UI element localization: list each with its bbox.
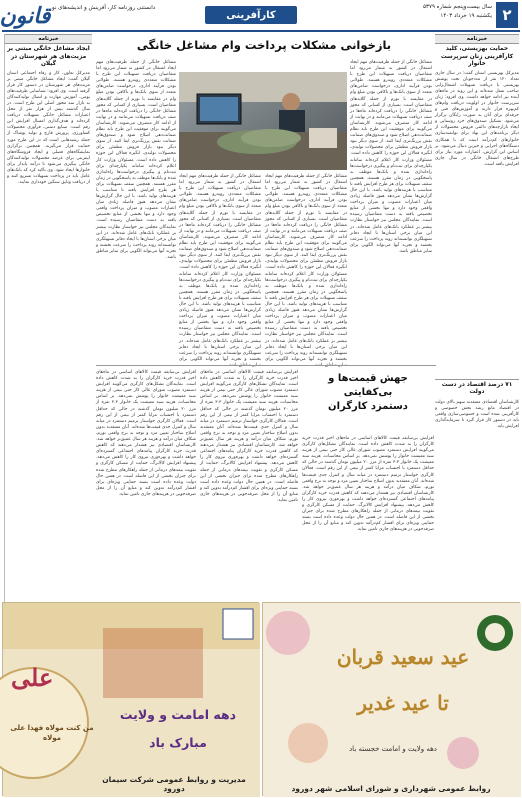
second-headline-line1: جهش قیمت‌ها و bbox=[328, 373, 408, 384]
header-divider bbox=[2, 30, 520, 32]
ad-imamate-decade bbox=[2, 602, 259, 796]
left-column-title: ایجاد مشاغل خانگی مبتنی بر مزیت‌های هر شهرستان در گیلان bbox=[7, 46, 90, 67]
masthead-tagline: دانستنی روزنامه کار، آفرینش و اندیشه‌های نو bbox=[52, 5, 156, 11]
masthead-logo: قانون bbox=[0, 3, 51, 29]
section-title: کارآفرینی bbox=[205, 6, 297, 24]
main-story-body-col1: مشاغل خانگی از جمله ظرفیت‌های مهم ایجاد اشتغال در کشور به شمار می‌رود اما متقاضیان دریافت تسهیلات این طرح با مشکلات متعددی روبه‌رو هستند. طولانی بودن فرآیند اداری، درخواست ضامن‌های متعدد از سوی بانک‌ها و ناکافی بودن مبلغ وام در مقایسه با تورم از جمله گلایه‌های متقاضیان است. بسیاری از کسانی که مجوز مشاغل خانگی را دریافت کرده‌اند ماه‌ها در صف دریافت تسهیلات می‌مانند و در نهایت از ادامه کار منصرف می‌شوند. کارشناسان می‌گویند برای موفقیت این طرح باید نظام ضمانت‌دهی اصلاح شود و صندوق‌های ضمانت نقش پررنگ‌تری ایفا کنند. از سوی دیگر نبود بازار فروش مطمئن برای محصولات تولیدی، انگیزه فعالان این حوزه را کاهش داده است. مسئولان وزارت کار اعلام کرده‌اند سامانه یکپارچه‌ای برای ثبت‌نام و پیگیری درخواست‌ها راه‌اندازی شده و بانک‌ها موظف به پاسخگویی در زمان مقرر هستند. همچنین سقف تسهیلات برای هر طرح افزایش یافته تا متناسب با هزینه‌های تولید باشد. با این حال گزارش‌ها نشان می‌دهد هنوز فاصله زیادی میان اعتبارات مصوب و میزان پرداخت واقعی وجود دارد و تنها بخشی از منابع تخصیص یافته به دست متقاضیان رسیده است. نمایندگان مجلس نیز خواستار نظارت بیشتر بر عملکرد بانک‌های عامل شده‌اند. در این میان برخی استان‌ها با ایجاد دفاتر تسهیلگری توانسته‌اند روند پرداخت را سرعت بخشند و تجربه آنها می‌تواند الگویی برای سایر مناطق باشد. bbox=[350, 60, 432, 254]
ad-left-title: دهه امامت و ولایت bbox=[119, 707, 237, 722]
second-story-body-col3: افزایش بی‌سابقه قیمت کالاهای اساسی در ماه‌های اخیر قدرت خرید کارگران را به شدت کاهش داده است. نمایندگان تشکل‌های کارگری می‌گویند افزایش دستمزد مصوب شورای عالی کار حتی نیمی از هزینه سبد معیشت خانوار را پوشش نمی‌دهد. بر اساس محاسبات، هزینه سبد معیشت یک خانوار ۳.۳ نفره از مرز ۲۰ میلیون تومان گذشته در حالی که حداقل دستمزد با احتساب مزایا کمتر از نیمی از این رقم است. فعالان کارگری خواستار ترمیم دستمزد در میانه سال و کنترل جدی قیمت‌ها شده‌اند. آنان معتقدند بدون اصلاح ساختار تعیین مزد و توجه به نرخ واقعی تورم، شکاف میان درآمد و هزینه هر سال عمیق‌تر خواهد شد. کارشناسان اقتصادی نیز هشدار می‌دهند که کاهش قدرت خرید کارگران پیامدهای اجتماعی گسترده‌ای خواهد داشت و بهره‌وری نیروی کار را کاهش می‌دهد. پیشنهاد افزایش کالابرگ، حمایت از مسکن کارگری و تقویت بیمه‌های درمانی از جمله راهکارهای مطرح شده برای جبران بخشی از این فاصله است. در همین حال دولت وعده داده است بسته حمایتی ویژه‌ای برای اقشار کم‌درآمد تدوین کند و منابع آن را از محل صرفه‌جویی در هزینه‌های جاری تامین نماید. bbox=[96, 370, 196, 497]
right-column-subtitle: ۷۱ درصد اقتصاد در دست دولت bbox=[435, 379, 519, 397]
left-column-body: مدیرکل تعاون، کار و رفاه اجتماعی استان گیلان گفت: ایجاد مشاغل خانگی مبتنی بر مزیت‌های هر شهرستان در دستور کار قرار گرفته است. وی افزود: شناسایی ظرفیت‌های بومی، آموزش مهارت و اتصال تولیدکنندگان به بازار سه محور اصلی این طرح است. در سال گذشته بیش از هزار نفر از محل اعتبارات مشاغل خانگی تسهیلات دریافت کرده‌اند و هدف‌گذاری امسال افزایش این رقم است. صنایع دستی، فرآوری محصولات کشاورزی، پرورش قارچ و تولید پوشاک از جمله رشته‌هایی است که در این طرح مورد حمایت قرار می‌گیرند. همچنین برگزاری نمایشگاه‌های فصلی و ایجاد فروشگاه‌های اینترنتی برای عرضه محصولات تولیدکنندگان خانگی پیگیری می‌شود تا درآمد پایدار برای خانوارها ایجاد شود. وی تاکید کرد که بانک‌های عامل باید در پرداخت تسهیلات تسریع کنند و از دریافت وثایق سنگین خودداری نمایند. bbox=[7, 70, 90, 186]
second-story-body-col1: افزایش بی‌سابقه قیمت کالاهای اساسی در ماه‌های اخیر قدرت خرید کارگران را به شدت کاهش داده است. نمایندگان تشکل‌های کارگری می‌گویند افزایش دستمزد مصوب شورای عالی کار حتی نیمی از هزینه سبد معیشت خانوار را پوشش نمی‌دهد. بر اساس محاسبات، هزینه سبد معیشت یک خانوار ۳.۳ نفره از مرز ۲۰ میلیون تومان گذشته در حالی که حداقل دستمزد با احتساب مزایا کمتر از نیمی از این رقم است. فعالان کارگری خواستار ترمیم دستمزد در میانه سال و کنترل جدی قیمت‌ها شده‌اند. آنان معتقدند بدون اصلاح ساختار تعیین مزد و توجه به نرخ واقعی تورم، شکاف میان درآمد و هزینه هر سال عمیق‌تر خواهد شد. کارشناسان اقتصادی نیز هشدار می‌دهند که کاهش قدرت خرید کارگران پیامدهای اجتماعی گسترده‌ای خواهد داشت و بهره‌وری نیروی کار را کاهش می‌دهد. پیشنهاد افزایش کالابرگ، حمایت از مسکن کارگری و تقویت بیمه‌های درمانی از جمله راهکارهای مطرح شده برای جبران بخشی از این فاصله است. در همین حال دولت وعده داده است بسته حمایتی ویژه‌ای برای اقشار کم‌درآمد تدوین کند و منابع آن را از محل صرفه‌جویی در هزینه‌های جاری تامین نماید. bbox=[302, 436, 434, 533]
ad-left-sponsor: مدیریت و روابط عمومی شرکت سیمان دورود bbox=[102, 775, 246, 793]
page-number: ۲ bbox=[496, 2, 518, 28]
ad-right-subtitle: دهه ولایت و امامت خجسته باد bbox=[349, 745, 437, 753]
second-story-headline bbox=[302, 372, 434, 432]
ad-right-sponsor: روابط عمومی شهرداری و شورای اسلامی شهر دورود bbox=[291, 784, 491, 793]
right-column-body: مدیرکل بهزیستی استان گفت: در سال جاری تعداد ۱۲۰ نفر از مددجویان تحت پوشش بهزیستی با دریافت تسهیلات اشتغال‌زایی صاحب شغل شده‌اند و این روند در ماه‌های آینده نیز ادامه خواهد داشت. وی افزود: زنان سرپرست خانوار در اولویت دریافت وام‌های کم‌بهره قرار دارند و آموزش‌های فنی و حرفه‌ای برای آنان به صورت رایگان برگزار می‌شود. تشکیل صندوق‌های خرد روستایی و ایجاد بازارچه‌های دائمی فروش محصولات از دیگر برنامه‌های این نهاد برای توانمندسازی خانوارهای کم‌درآمد است که با همکاری دستگاه‌های اجرایی و خیرین دنبال می‌شود. بر اساس این گزارش، اعتبارات مورد نیاز برای طرح‌های اشتغال خانگی در سال جاری افزایش یافته است. bbox=[435, 70, 519, 167]
left-column-kicker: خبرنامه bbox=[5, 34, 92, 44]
ad-left-calligraphy: علی bbox=[11, 663, 54, 692]
right-column-kicker: خبرنامه bbox=[435, 34, 519, 44]
second-headline-line2: بی‌کفایتی bbox=[343, 387, 393, 398]
ad-right-title-line1: عید سعید قربان bbox=[336, 645, 470, 669]
second-story-body-col2: افزایش بی‌سابقه قیمت کالاهای اساسی در ماه‌های اخیر قدرت خرید کارگران را به شدت کاهش داده است. نمایندگان تشکل‌های کارگری می‌گویند افزایش دستمزد مصوب شورای عالی کار حتی نیمی از هزینه سبد معیشت خانوار را پوشش نمی‌دهد. بر اساس محاسبات، هزینه سبد معیشت یک خانوار ۳.۳ نفره از مرز ۲۰ میلیون تومان گذشته در حالی که حداقل دستمزد با احتساب مزایا کمتر از نیمی از این رقم است. فعالان کارگری خواستار ترمیم دستمزد در میانه سال و کنترل جدی قیمت‌ها شده‌اند. آنان معتقدند بدون اصلاح ساختار تعیین مزد و توجه به نرخ واقعی تورم، شکاف میان درآمد و هزینه هر سال عمیق‌تر خواهد شد. کارشناسان اقتصادی نیز هشدار می‌دهند که کاهش قدرت خرید کارگران پیامدهای اجتماعی گسترده‌ای خواهد داشت و بهره‌وری نیروی کار را کاهش می‌دهد. پیشنهاد افزایش کالابرگ، حمایت از مسکن کارگری و تقویت بیمه‌های درمانی از جمله راهکارهای مطرح شده برای جبران بخشی از این فاصله است. در همین حال دولت وعده داده است بسته حمایتی ویژه‌ای برای اقشار کم‌درآمد تدوین کند و منابع آن را از محل صرفه‌جویی در هزینه‌های جاری تامین نماید. bbox=[200, 370, 298, 503]
right-column-title: حمایت بهزیستی، کلید کارآفرینی زنان سرپرست خانوار bbox=[440, 46, 514, 67]
ad-right-title-line2: تا عید غدیر bbox=[357, 691, 449, 715]
left-news-column bbox=[4, 34, 92, 602]
main-story-body-col2: مشاغل خانگی از جمله ظرفیت‌های مهم ایجاد اشتغال در کشور به شمار می‌رود اما متقاضیان دریافت تسهیلات این طرح با مشکلات متعددی روبه‌رو هستند. طولانی بودن فرآیند اداری، درخواست ضامن‌های متعدد از سوی بانک‌ها و ناکافی بودن مبلغ وام در مقایسه با تورم از جمله گلایه‌های متقاضیان است. بسیاری از کسانی که مجوز مشاغل خانگی را دریافت کرده‌اند ماه‌ها در صف دریافت تسهیلات می‌مانند و در نهایت از ادامه کار منصرف می‌شوند. کارشناسان می‌گویند برای موفقیت این طرح باید نظام ضمانت‌دهی اصلاح شود و صندوق‌های ضمانت نقش پررنگ‌تری ایفا کنند. از سوی دیگر نبود بازار فروش مطمئن برای محصولات تولیدی، انگیزه فعالان این حوزه را کاهش داده است. مسئولان وزارت کار اعلام کرده‌اند سامانه یکپارچه‌ای برای ثبت‌نام و پیگیری درخواست‌ها راه‌اندازی شده و بانک‌ها موظف به پاسخگویی در زمان مقرر هستند. همچنین سقف تسهیلات برای هر طرح افزایش یافته تا متناسب با هزینه‌های تولید باشد. با این حال گزارش‌ها نشان می‌دهد هنوز فاصله زیادی میان اعتبارات مصوب و میزان پرداخت واقعی وجود دارد و تنها بخشی از منابع تخصیص یافته به دست متقاضیان رسیده است. نمایندگان مجلس نیز خواستار نظارت بیشتر بر عملکرد بانک‌های عامل شده‌اند. در این میان برخی استان‌ها با ایجاد دفاتر تسهیلگری توانسته‌اند روند پرداخت را سرعت بخشند و تجربه آنها می‌تواند الگویی برای سایر مناطق باشد. bbox=[265, 174, 347, 368]
second-headline-line3: دستمزد کارگران bbox=[328, 401, 408, 412]
ad-left-artwork bbox=[3, 603, 260, 797]
news-photo bbox=[179, 72, 347, 170]
right-column-sub-body: کارشناسان اقتصادی معتقدند سهم بالای دولت در اقتصاد مانع رشد بخش خصوصی و کارآفرینی شده است و خصوصی‌سازی واقعی باید در دستور کار قرار گیرد تا سرمایه‌گذاری افزایش یابد. bbox=[435, 399, 519, 429]
ad-eid-greeting bbox=[262, 602, 520, 796]
right-news-column bbox=[435, 34, 519, 564]
issue-info: سال بیست‌وپنجم شماره ۵۳۷۹ bbox=[423, 4, 492, 10]
ad-left-subtitle: مبارک باد bbox=[149, 735, 207, 750]
page-header bbox=[0, 0, 522, 34]
date-info: یکشنبه ۱۹ خرداد ۱۴۰۳ bbox=[440, 13, 492, 19]
main-story-body-col3: مشاغل خانگی از جمله ظرفیت‌های مهم ایجاد اشتغال در کشور به شمار می‌رود اما متقاضیان دریافت تسهیلات این طرح با مشکلات متعددی روبه‌رو هستند. طولانی بودن فرآیند اداری، درخواست ضامن‌های متعدد از سوی بانک‌ها و ناکافی بودن مبلغ وام در مقایسه با تورم از جمله گلایه‌های متقاضیان است. بسیاری از کسانی که مجوز مشاغل خانگی را دریافت کرده‌اند ماه‌ها در صف دریافت تسهیلات می‌مانند و در نهایت از ادامه کار منصرف می‌شوند. کارشناسان می‌گویند برای موفقیت این طرح باید نظام ضمانت‌دهی اصلاح شود و صندوق‌های ضمانت نقش پررنگ‌تری ایفا کنند. از سوی دیگر نبود بازار فروش مطمئن برای محصولات تولیدی، انگیزه فعالان این حوزه را کاهش داده است. مسئولان وزارت کار اعلام کرده‌اند سامانه یکپارچه‌ای برای ثبت‌نام و پیگیری درخواست‌ها راه‌اندازی شده و بانک‌ها موظف به پاسخگویی در زمان مقرر هستند. همچنین سقف تسهیلات برای هر طرح افزایش یافته تا متناسب با هزینه‌های تولید باشد. با این حال گزارش‌ها نشان می‌دهد هنوز فاصله زیادی میان اعتبارات مصوب و میزان پرداخت واقعی وجود دارد و تنها بخشی از منابع تخصیص یافته به دست متقاضیان رسیده است. نمایندگان مجلس نیز خواستار نظارت بیشتر بر عملکرد بانک‌های عامل شده‌اند. در این میان برخی استان‌ها با ایجاد دفاتر تسهیلگری توانسته‌اند روند پرداخت را سرعت بخشند و تجربه آنها می‌تواند الگویی برای سایر مناطق باشد. bbox=[179, 174, 261, 368]
main-story-body-col4: مشاغل خانگی از جمله ظرفیت‌های مهم ایجاد اشتغال در کشور به شمار می‌رود اما متقاضیان دریافت تسهیلات این طرح با مشکلات متعددی روبه‌رو هستند. طولانی بودن فرآیند اداری، درخواست ضامن‌های متعدد از سوی بانک‌ها و ناکافی بودن مبلغ وام در مقایسه با تورم از جمله گلایه‌های متقاضیان است. بسیاری از کسانی که مجوز مشاغل خانگی را دریافت کرده‌اند ماه‌ها در صف دریافت تسهیلات می‌مانند و در نهایت از ادامه کار منصرف می‌شوند. کارشناسان می‌گویند برای موفقیت این طرح باید نظام ضمانت‌دهی اصلاح شود و صندوق‌های ضمانت نقش پررنگ‌تری ایفا کنند. از سوی دیگر نبود بازار فروش مطمئن برای محصولات تولیدی، انگیزه فعالان این حوزه را کاهش داده است. مسئولان وزارت کار اعلام کرده‌اند سامانه یکپارچه‌ای برای ثبت‌نام و پیگیری درخواست‌ها راه‌اندازی شده و بانک‌ها موظف به پاسخگویی در زمان مقرر هستند. همچنین سقف تسهیلات برای هر طرح افزایش یافته تا متناسب با هزینه‌های تولید باشد. با این حال گزارش‌ها نشان می‌دهد هنوز فاصله زیادی میان اعتبارات مصوب و میزان پرداخت واقعی وجود دارد و تنها بخشی از منابع تخصیص یافته به دست متقاضیان رسیده است. نمایندگان مجلس نیز خواستار نظارت بیشتر بر عملکرد بانک‌های عامل شده‌اند. در این میان برخی استان‌ها با ایجاد دفاتر تسهیلگری توانسته‌اند روند پرداخت را سرعت بخشند و تجربه آنها می‌تواند الگویی برای سایر مناطق باشد. bbox=[96, 60, 176, 260]
bank-teller-photo bbox=[179, 72, 347, 170]
main-story-headline: بازخوانی مشکلات پرداخت وام مشاغل خانگی bbox=[136, 38, 392, 52]
ad-left-calligraphy-verse: من کنت مولاه فهذا علی مولاه bbox=[10, 724, 94, 742]
